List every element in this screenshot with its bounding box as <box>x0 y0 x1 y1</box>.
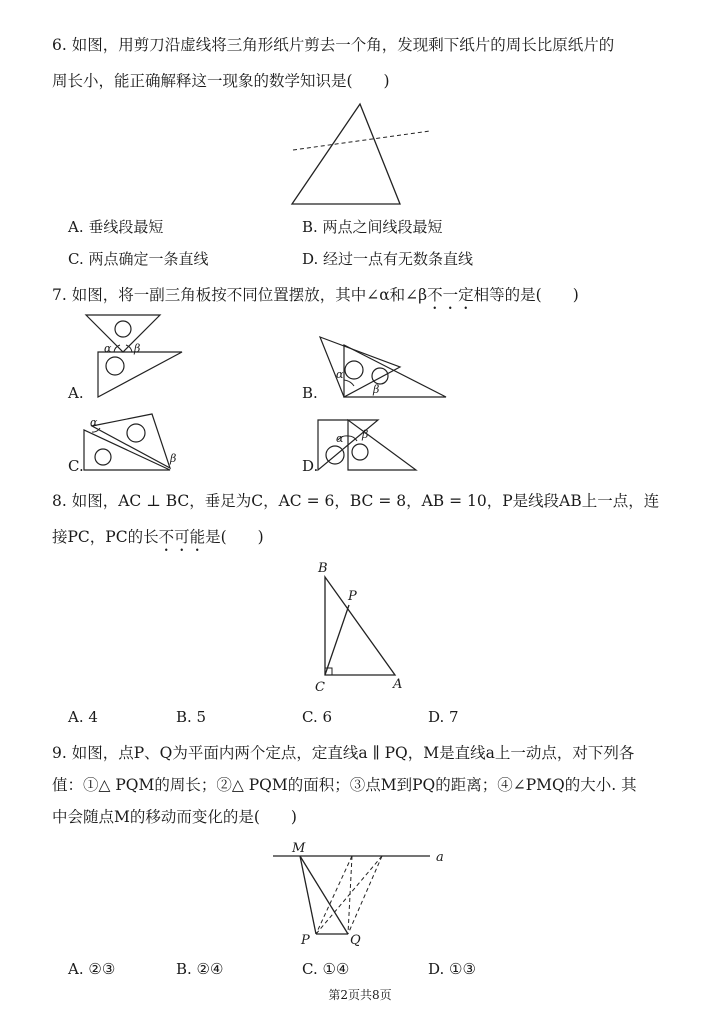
q8-option-d[interactable]: D. 7 <box>428 708 459 726</box>
q7-stem-suffix: 相等的是( ) <box>473 286 579 304</box>
q7c-alpha: α <box>90 416 98 429</box>
q7c-beta: β <box>170 452 177 465</box>
q7a-beta: β <box>134 342 141 355</box>
q6-option-d[interactable]: D. 经过一点有无数条直线 <box>302 250 474 268</box>
q9-label-q: Q <box>350 933 361 948</box>
q6-option-c[interactable]: C. 两点确定一条直线 <box>68 250 209 268</box>
q7d-alpha: α <box>336 432 344 445</box>
q6-stem-line2: 周长小，能正确解释这一现象的数学知识是( ) <box>52 72 390 90</box>
q7b-beta: β <box>373 383 380 396</box>
q9-stem-line3: 中会随点M的移动而变化的是( ) <box>52 808 297 826</box>
q7-option-b-label[interactable]: B. <box>302 384 318 402</box>
q8-option-c[interactable]: C. 6 <box>302 708 333 726</box>
q8-stem-prefix: 接PC，PC的长 <box>52 528 159 546</box>
q7-option-d-label[interactable]: D. <box>302 457 319 475</box>
q6-option-a[interactable]: A. 垂线段最短 <box>68 218 164 236</box>
q7-stem-prefix: 7. 如图，将一副三角板按不同位置摆放，其中∠α和∠β <box>52 286 428 304</box>
q9-option-b[interactable]: B. ②④ <box>176 960 224 978</box>
q8-stem-emphasis: 不可能 <box>158 528 206 546</box>
q7-option-a-label[interactable]: A. <box>68 384 84 402</box>
q9-option-d[interactable]: D. ①③ <box>428 960 476 978</box>
q7b-alpha: α <box>336 368 344 381</box>
q8-label-a: A <box>393 677 403 692</box>
q6-option-b[interactable]: B. 两点之间线段最短 <box>302 218 443 236</box>
q8-label-c: C <box>315 680 325 695</box>
q7a-alpha: α <box>104 342 112 355</box>
q9-label-p: P <box>301 933 310 948</box>
q8-option-a[interactable]: A. 4 <box>68 708 98 726</box>
q9-stem-line1: 9. 如图，点P、Q为平面内两个定点，定直线a ∥ PQ，M是直线a上一动点，对下列各 <box>52 744 635 762</box>
page-footer: 第2页共8页 <box>328 988 392 1002</box>
q6-stem-line1: 6. 如图，用剪刀沿虚线将三角形纸片剪去一个角，发现剩下纸片的周长比原纸片的 <box>52 36 615 54</box>
q8-option-b[interactable]: B. 5 <box>176 708 207 726</box>
q9-option-c[interactable]: C. ①④ <box>302 960 350 978</box>
q9-option-a[interactable]: A. ②③ <box>68 960 116 978</box>
q8-stem-suffix: 是( ) <box>205 528 264 546</box>
q9-stem-line2: 值：①△ PQM的周长；②△ PQM的面积；③点M到PQ的距离；④∠PMQ的大小. 其 <box>52 776 637 794</box>
q7-option-c-label[interactable]: C. <box>68 457 84 475</box>
q8-label-p: P <box>348 589 357 604</box>
q9-label-a: a <box>436 850 444 865</box>
q8-stem-line1: 8. 如图，AC ⊥ BC，垂足为C，AC = 6，BC = 8，AB = 10，P是线段AB上一点，连 <box>52 492 660 510</box>
q7d-beta: β <box>362 428 369 441</box>
q7-stem-emphasis: 不一定 <box>427 286 474 304</box>
q8-label-b: B <box>318 561 328 576</box>
q9-label-m: M <box>292 841 306 856</box>
